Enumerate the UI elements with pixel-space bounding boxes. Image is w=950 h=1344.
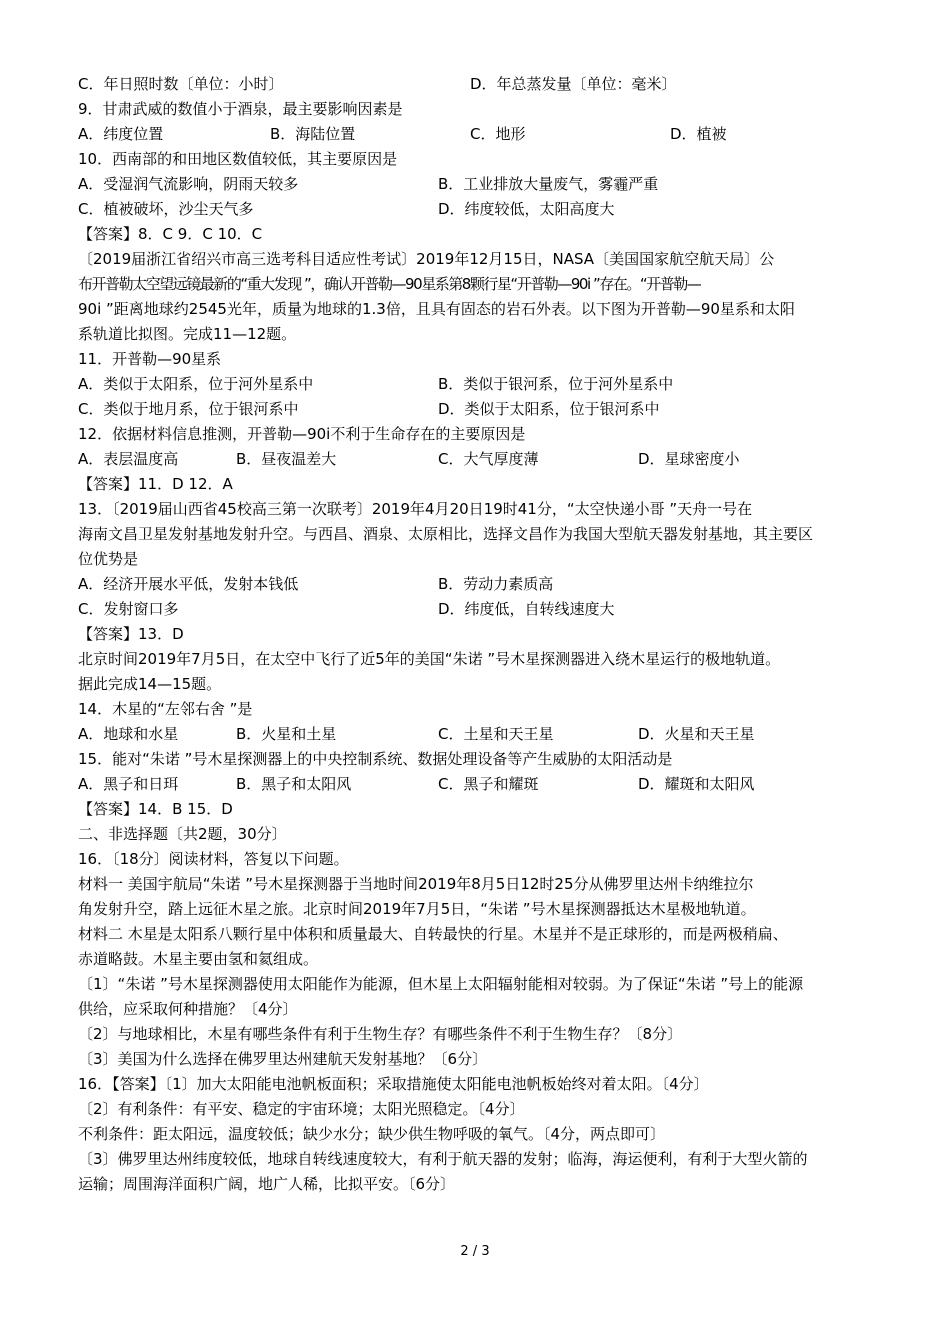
question-10-options-ab xyxy=(78,172,886,197)
question-16: 16．〔18分〕阅读材料，答复以下问题。 xyxy=(78,850,349,868)
text-line: 材料二 木星是太阳系八颗行星中体积和质量最大、自转最快的行星。木星并不是正球形的，而是两极稍扁、 xyxy=(78,925,788,943)
answer-8-10: 【答案】8．C 9．C 10．C xyxy=(78,225,263,243)
option-a: A．受湿润气流影响，阴雨天较多 xyxy=(78,175,299,193)
text-line: 〔2019届浙江省绍兴市高三选考科目适应性考试〕2019年12月15日，NASA〔美国国家航空航天局〕公 xyxy=(78,250,775,268)
text-line: 角发射升空，踏上远征木星之旅。北京时间2019年7月5日，“朱诺 ”号木星探测器抵达木星极地轨道。 xyxy=(78,900,756,918)
section-heading: 二、非选择题〔共2题，30分〕 xyxy=(78,825,287,843)
option-c: C．土星和天王星 xyxy=(438,725,554,743)
option-a: A．经济开展水平低，发射本钱低 xyxy=(78,575,299,593)
question-9: 9．甘肃武威的数值小于酒泉，最主要影响因素是 xyxy=(78,100,403,118)
material-kepler xyxy=(78,247,886,347)
option-c: C．年日照时数〔单位：小时〕 xyxy=(78,75,284,93)
text-line: 北京时间2019年7月5日，在太空中飞行了近5年的美国“朱诺 ”号木星探测器进入绕木星运行的极地轨道。 xyxy=(78,650,781,668)
question-11-options-cd xyxy=(78,397,886,422)
option-d: D．纬度较低，太阳高度大 xyxy=(438,200,615,218)
option-a: A．地球和水星 xyxy=(78,725,179,743)
option-d: D．耀斑和太阳风 xyxy=(638,775,755,793)
question-13 xyxy=(78,497,886,572)
text-line: 据此完成14—15题。 xyxy=(78,675,222,693)
option-a: A．表层温度高 xyxy=(78,450,179,468)
option-b: B．海陆位置 xyxy=(270,125,356,143)
option-b: B．工业排放大量废气，雾霾严重 xyxy=(438,175,659,193)
option-b: B．昼夜温差大 xyxy=(236,450,337,468)
question-12-options xyxy=(78,447,886,472)
text-line: 90i ”距离地球约2545光年，质量为地球的1.3倍，且具有固态的岩石外表。以下图为开普勒—90星系和太阳 xyxy=(78,300,795,318)
subquestion-2: 〔2〕与地球相比，木星有哪些条件有利于生物生存？有哪些条件不利于生物生存？〔8分〕 xyxy=(78,1025,683,1043)
text-line: 赤道略鼓。木星主要由氢和氦组成。 xyxy=(78,950,319,968)
question-10-options-cd xyxy=(78,197,886,222)
option-b: B．劳动力素质高 xyxy=(438,575,554,593)
material-juno xyxy=(78,647,886,697)
answer-13: 【答案】13．D xyxy=(78,625,184,643)
question-14-options xyxy=(78,722,886,747)
option-c: C．发射窗口多 xyxy=(78,600,179,618)
option-d: D．类似于太阳系，位于银河系中 xyxy=(438,400,660,418)
option-c: C．大气厚度薄 xyxy=(438,450,539,468)
option-a: A．纬度位置 xyxy=(78,125,164,143)
question-11: 11．开普勒—90星系 xyxy=(78,350,222,368)
text-line: 〔1〕“朱诺 ”号木星探测器使用太阳能作为能源，但木星上太阳辐射能相对较弱。为了保证“朱诺 ”号上的能源 xyxy=(78,975,804,993)
text-line: 位优势是 xyxy=(78,550,139,568)
answer-16-part-2b: 不利条件：距太阳远，温度较低；缺少水分；缺少供生物呼吸的氧气。〔4分，两点即可〕 xyxy=(78,1125,666,1143)
option-c: C．地形 xyxy=(470,125,526,143)
text-line: 13．〔2019届山西省45校高三第一次联考〕2019年4月20日19时41分，“太空快递小哥 ”天舟一号在 xyxy=(78,500,753,518)
question-14: 14．木星的“左邻右舍 ”是 xyxy=(78,700,253,718)
text-line: 材料一 美国宇航局“朱诺 ”号木星探测器于当地时间2019年8月5日12时25分从佛罗里达州卡纳维拉尔 xyxy=(78,875,754,893)
option-c: C．类似于地月系，位于银河系中 xyxy=(78,400,299,418)
text-line: 系轨道比拟图。完成11—12题。 xyxy=(78,325,297,343)
option-d: D．植被 xyxy=(670,125,727,143)
option-a: A．类似于太阳系，位于河外星系中 xyxy=(78,375,314,393)
subquestion-1 xyxy=(78,972,886,1022)
text-line: 〔3〕佛罗里达州纬度较低，地球自转线速度较大，有利于航天器的发射；临海，海运便利，有利于大型火箭的 xyxy=(78,1150,808,1168)
question-13-options-ab xyxy=(78,572,886,597)
question-10: 10．西南部的和田地区数值较低，其主要原因是 xyxy=(78,150,398,168)
answer-16-part-3 xyxy=(78,1147,886,1197)
question-12: 12．依据材料信息推测，开普勒—90i不利于生命存在的主要原因是 xyxy=(78,425,526,443)
text-line: 布开普勒太空望远镜最新的“重大发现 ”，确认开普勒—90星系第8颗行星“开普勒—90i ”存在。“开普勒— xyxy=(78,275,701,293)
option-d: D．纬度低，自转线速度大 xyxy=(438,600,615,618)
option-d: D．火星和天王星 xyxy=(638,725,755,743)
option-b: B．黑子和太阳风 xyxy=(236,775,352,793)
material-two xyxy=(78,922,886,972)
option-b: B．类似于银河系，位于河外星系中 xyxy=(438,375,674,393)
option-d: D．星球密度小 xyxy=(638,450,740,468)
document-body xyxy=(78,72,886,1197)
subquestion-3: 〔3〕美国为什么选择在佛罗里达州建航天发射基地？〔6分〕 xyxy=(78,1050,488,1068)
option-b: B．火星和土星 xyxy=(236,725,337,743)
question-15: 15．能对“朱诺 ”号木星探测器上的中央控制系统、数据处理设备等产生威胁的太阳活动是 xyxy=(78,750,673,768)
question-8-options-cd xyxy=(78,72,886,97)
material-one xyxy=(78,872,886,922)
question-15-options xyxy=(78,772,886,797)
page-number: 2 / 3 xyxy=(460,1244,490,1259)
answer-14-15: 【答案】14．B 15．D xyxy=(78,800,233,818)
text-line: 供给，应采取何种措施？〔4分〕 xyxy=(78,1000,298,1018)
text-line: 海南文昌卫星发射基地发射升空。与西昌、酒泉、太原相比，选择文昌作为我国大型航天器发射基地，其主要区 xyxy=(78,525,814,543)
option-c: C．黑子和耀斑 xyxy=(438,775,539,793)
question-11-options-ab xyxy=(78,372,886,397)
question-9-options xyxy=(78,122,886,147)
option-d: D．年总蒸发量〔单位：毫米〕 xyxy=(470,75,677,93)
answer-16-part-1: 16．【答案】〔1〕加大太阳能电池帆板面积；采取措施使太阳能电池帆板始终对着太阳。〔4分〕 xyxy=(78,1075,709,1093)
option-a: A．黑子和日珥 xyxy=(78,775,179,793)
question-13-options-cd xyxy=(78,597,886,622)
text-line: 运输；周围海洋面积广阔，地广人稀，比拟平安。〔6分〕 xyxy=(78,1175,456,1193)
answer-11-12: 【答案】11．D 12．A xyxy=(78,475,233,493)
option-c: C．植被破坏，沙尘天气多 xyxy=(78,200,254,218)
answer-16-part-2: 〔2〕有利条件：有平安、稳定的宇宙环境；太阳光照稳定。〔4分〕 xyxy=(78,1100,525,1118)
